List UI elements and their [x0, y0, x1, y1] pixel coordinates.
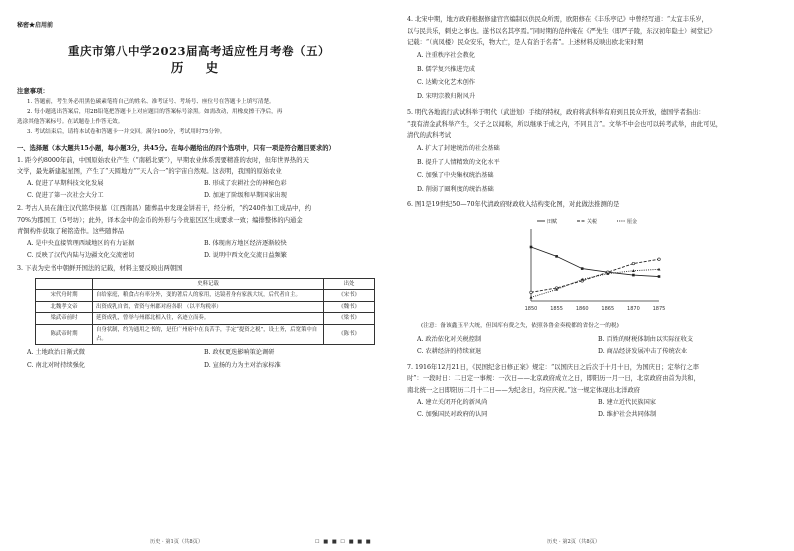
- data-point: [555, 255, 558, 258]
- q1-option-b[interactable]: B. 形成了农耕社会的神秘色彩: [204, 179, 287, 187]
- table-row: [36, 301, 375, 313]
- table-header: 史料记载: [93, 278, 324, 290]
- q1-option-c[interactable]: C. 促进了第一次社会大分工: [27, 192, 104, 200]
- q3-option-a[interactable]: A. 土地政治日渐式微: [27, 349, 85, 357]
- secret-label: 秘密★启用前: [17, 22, 54, 29]
- data-point: [658, 267, 661, 270]
- series-line: [531, 247, 659, 277]
- data-point: [632, 273, 635, 276]
- table-cell: 出资成乳自省，省资与州郡对府各职 （以平均税率）: [93, 301, 324, 313]
- q4-option-b[interactable]: B. 儒学复兴推进完成: [417, 65, 475, 73]
- q6-chart: [515, 215, 665, 319]
- x-tick-label: 1865: [601, 305, 615, 312]
- table-header-row: [36, 278, 375, 290]
- table-cell: 宋代舟时期: [36, 290, 93, 302]
- legend-label: 关税: [587, 218, 598, 225]
- q7-option-a[interactable]: A. 建立关闭开化的新风尚: [417, 398, 488, 406]
- q4-stem: 4. 北宋中期，地方政府根据修建官宫编制以供民众所需，欧阳修在《丰乐亭记》中曾经写道：“太宜丰乐岁，: [407, 16, 708, 23]
- q5-option-c[interactable]: C. 加强了中央集权统治基础: [417, 172, 494, 180]
- q7-stem: 南北统一之日即阳历二月十二日——为纪念日，均应庆祝。”这一规定体现出北洋政府: [407, 386, 641, 394]
- q7-options: [407, 397, 779, 422]
- q3-option-c[interactable]: C. 南北对时持续强化: [27, 361, 85, 369]
- data-point: [530, 295, 533, 298]
- q5-option-a[interactable]: A. 扩大了封建统治的社会基础: [417, 144, 500, 152]
- table-cell: 《梁书》: [324, 313, 375, 325]
- series-line: [531, 269, 659, 297]
- page-footer-right: 历史 · 第2页（共8页）: [547, 539, 601, 545]
- x-tick-label: 1860: [575, 305, 589, 312]
- q4-option-a[interactable]: A. 注重秩序社会教化: [417, 51, 475, 59]
- page-footer-left: 历史 · 第1页（共8页）: [150, 539, 204, 545]
- x-tick-label: 1870: [627, 305, 640, 312]
- table-row: [36, 290, 375, 302]
- legend-label: 田赋: [547, 218, 558, 225]
- q2-option-d[interactable]: D. 说明中西文化交流日益频繁: [204, 252, 287, 260]
- x-tick-label: 1875: [652, 305, 665, 312]
- data-point: [632, 269, 635, 272]
- q5-option-b[interactable]: B. 提升了人情精致的文化水平: [417, 158, 500, 166]
- q3-stem: 3. 下表为史书中朝鲜开国法的记载，材料主要反映出两朝国: [17, 264, 183, 272]
- q2-option-b[interactable]: B. 体现南方地区经济逐渐较快: [204, 239, 287, 247]
- table-header-blank: [36, 278, 93, 290]
- q6-option-c[interactable]: C. 农耕经济的持续衰退: [417, 348, 482, 356]
- q5-options: [407, 142, 779, 197]
- q3-option-b[interactable]: B. 政权更迭影响策论调研: [204, 349, 275, 357]
- legend-label: 厘金: [627, 218, 638, 225]
- exam-title: 重庆市第八中学2023届高考适应性月考卷（五）: [67, 44, 330, 58]
- note-line: 选涂其他答案标号。在试题卷上作答无效。: [17, 119, 124, 125]
- q2-options: [17, 238, 381, 263]
- q5-option-d[interactable]: D. 削弱了圈利度的统治基础: [417, 186, 494, 194]
- table-cell: 北魏孝文帝: [36, 301, 93, 313]
- q6-note: (注意：备该鑫玉平大统，但国库有费之失，依照各鲁金奏税都的省份之一的税): [421, 322, 619, 329]
- q6-option-a[interactable]: A. 政治依化对关税控制: [417, 335, 482, 343]
- q5-stem: 清代的武科考试: [407, 132, 452, 140]
- q2-stem: 70%为郡国工（5号坊）；此外，译本金中的金币的外形与今贵旅区区生成要求一致；编排整体的内通金: [17, 216, 303, 224]
- q7-stem: 时”：一段时日：二日定一事规：一次日——北京政府成立之日，即阳历一月一日，北京政府由首为共和，: [407, 375, 700, 383]
- q2-stem: 2. 考古人员在蒲庄汉代铭华侯墓（江西南昌）随葬品中发现金饼若干，经分析，“约240件加工成品中，约: [17, 204, 312, 212]
- q6-option-b[interactable]: B. 百姓的财税体制由以实际征收支: [598, 335, 694, 343]
- q4-options: [407, 49, 779, 104]
- data-point: [658, 257, 661, 260]
- table-header: 出处: [324, 278, 375, 290]
- note-line: 1. 答题前，考生务必用黑色碳素笔将自己的姓名、准考证号、考场号、座位号在答题卡上填写清楚。: [27, 99, 275, 105]
- q4-stem: 记载：“（真凤楼）民众安乐，物大亡，是人有治于名者”。上述材料反映出欧北宋时期: [407, 39, 644, 47]
- q1-option-d[interactable]: D. 加速了阶级和早期国家出现: [204, 192, 287, 200]
- table-cell: 梁武帝前时: [36, 313, 93, 325]
- q2-option-c[interactable]: C. 反映了汉代内陆与边疆文化交流密切: [27, 252, 135, 260]
- q4-option-d[interactable]: D. 宋明宗教归附风升: [417, 93, 476, 101]
- q1-option-a[interactable]: A. 促进了早期科技文化发展: [27, 179, 104, 187]
- q4-stem: 以与民共乐，刺史之事也。遂书以名其亭焉。”同时期的范仲淹在《严先生（即严子陵，东汉初年隐士）祠堂记》: [407, 27, 716, 35]
- q3-options: [17, 347, 381, 372]
- q7-option-c[interactable]: C. 加强国民对政府的认同: [417, 411, 488, 419]
- table-cell: 自给家庭，粮食占有率分外，变的著后人的家用，达镜者身有家族大坑，后代者自主。: [93, 290, 324, 302]
- x-tick-label: 1850: [524, 305, 538, 312]
- q1-options: [17, 178, 381, 203]
- q7-option-d[interactable]: D. 维护社会共同体制: [598, 411, 657, 419]
- q2-stem: 青铜构件获取了秘铭造作。这些随葬品: [17, 228, 125, 236]
- table-row: [36, 324, 375, 344]
- q6-options: [407, 334, 779, 359]
- data-point: [632, 262, 635, 265]
- note-line: 3. 考试结束后，请将本试卷和答题卡一并交回。满分100分，考试用时75分钟。: [27, 129, 226, 135]
- q5-stem: “我有清金武科举产生，父子之以闻称，所以继承于成之内，不同且言”。文举不中会也可以转考武举，由此可见，: [407, 120, 722, 128]
- data-point: [658, 275, 661, 278]
- page-marks: ☐ ■ ■ ☐ ■ ■ ■: [315, 539, 372, 545]
- table-cell: 《宋书》: [324, 290, 375, 302]
- q6-stem: 6. 图1是19世纪50—70年代清政府财政收入结构变化图，对此做法推测的是: [407, 200, 620, 208]
- right-page: [397, 0, 794, 551]
- table-cell: 陈武帝时期: [36, 324, 93, 344]
- note-line: 2. 每小题选出答案后，用2B铅笔把答题卡上对应题目的答案标号涂黑。如需改动，用橡皮擦干净后，再: [27, 109, 283, 115]
- q5-stem: 5. 明代各地流行武试科举于明代（武进划）手续的特权，政府将武科举有府到且民众开放，德国学者指出：: [407, 108, 705, 116]
- x-tick-label: 1855: [550, 305, 563, 312]
- revenue-line-chart: [515, 215, 665, 319]
- data-point: [581, 267, 584, 270]
- q2-option-a[interactable]: A. 是中央直接管理西域地区的有力证据: [27, 239, 135, 247]
- data-point: [530, 245, 533, 248]
- q1-stem: 文学，最先新建起星图，产生了“天圆地方”“天人合一”的宇宙自然观。这表明，我国的原始农业: [17, 168, 282, 176]
- q7-stem: 7. 1916年12月21日，《民国纪念日修正案》规定：“以国庆日之后次于十月十日，为国庆日；定举行之率: [407, 363, 700, 371]
- q1-stem: 1. 距今约8000年前，中国原始农业产生（“南稻北粟”），早期农业体系需要精准的农时，但年世界热的天: [17, 156, 309, 164]
- section-heading: 一、选择题（本大题共15小题，每小题3分，共45分。在每小题给出的四个选项中，只有一项是符合题目要求的）: [17, 145, 335, 152]
- q7-option-b[interactable]: B. 建立近代民族国家: [598, 398, 656, 406]
- table-cell: 《魏书》: [324, 301, 375, 313]
- q4-option-c[interactable]: C. 达勤文化艺术创作: [417, 79, 475, 87]
- q6-option-d[interactable]: D. 商品经济发展冲击了传统农业: [598, 348, 688, 356]
- subject-title: 历 史: [170, 60, 228, 75]
- data-point: [530, 291, 533, 294]
- table-cell: 《陈书》: [324, 324, 375, 344]
- table-row: [36, 313, 375, 325]
- table-cell: 延资成乳，曾举与州郡北相入往，名迹立而奏。: [93, 313, 324, 325]
- table-cell: 自身状制，约为通用之书的，是任广州府中在良苦手，手定“提资之税”，设土务，后宽策中自占。: [93, 324, 324, 344]
- q3-option-d[interactable]: D. 宣扬的力为主对治家标准: [204, 361, 281, 369]
- q3-table: [35, 278, 375, 346]
- notes-heading: 注意事项：: [17, 87, 49, 95]
